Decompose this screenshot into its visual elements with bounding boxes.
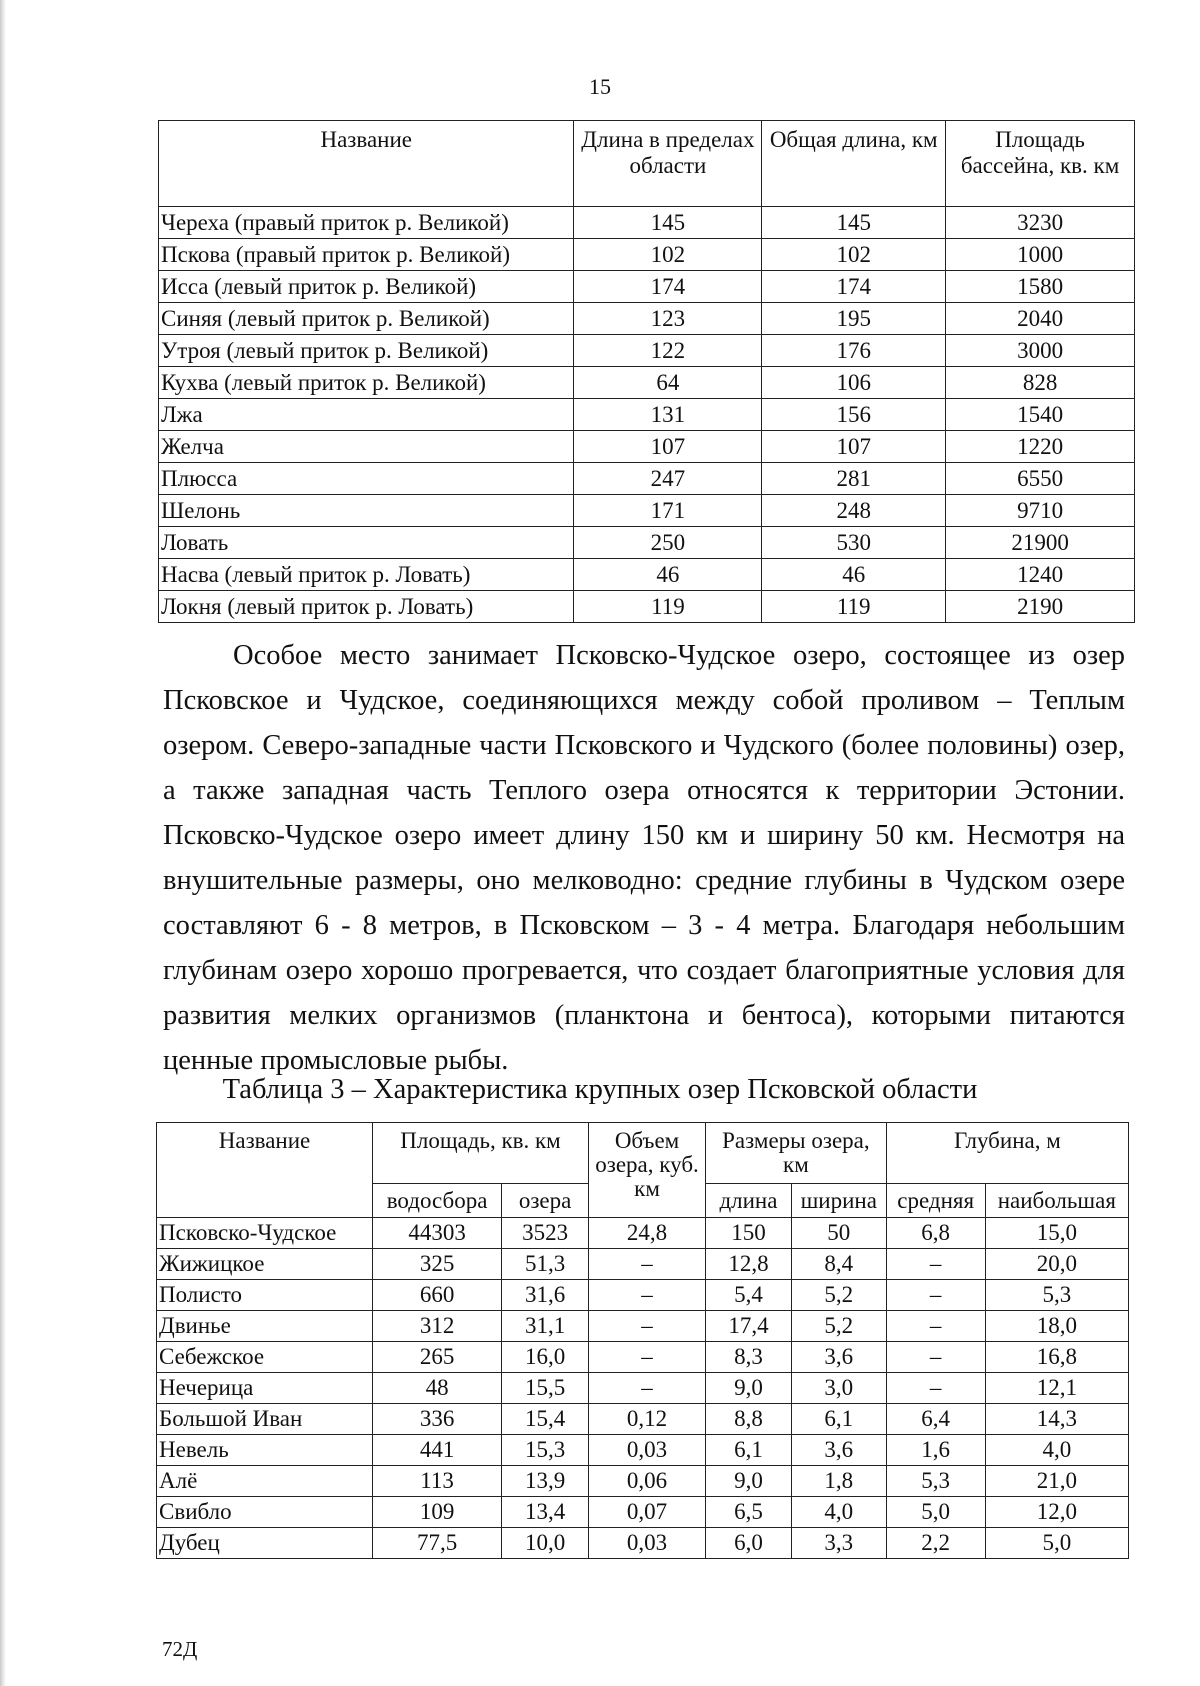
table-cell: 24,8 <box>588 1218 705 1249</box>
table-cell: 0,03 <box>588 1528 705 1559</box>
table-cell-name: Насва (левый приток р. Ловать) <box>159 559 574 591</box>
table-cell: 10,0 <box>502 1528 589 1559</box>
table-cell: 2190 <box>946 591 1135 623</box>
table-cell: 109 <box>373 1497 502 1528</box>
table-cell: 195 <box>762 303 946 335</box>
table-cell: 13,9 <box>502 1466 589 1497</box>
table-cell: 6,1 <box>706 1435 792 1466</box>
table-cell: – <box>588 1373 705 1404</box>
lakes-header-catchment: водосбора <box>373 1184 502 1218</box>
paragraph-text: Особое место занимает Псковско-Чудское озеро, состоящее из озер Псковское и Чудское, соединяющихся между собой проливом – Теплым озером. Северо-западные части Псковского и Чудского (более половины) озер, а также западная часть Теплого озера относятся к территории Эстонии. Псковско-Чудское озеро имеет длину 150 км и ширину 50 км. Несмотря на внушительные размеры, оно мелководно: средние глубины в Чудском озере составляют 6 - 8 метров, в Псковском – 3 - 4 метра. Благодаря небольшим глубинам озеро хорошо прогревается, что создает благоприятные условия для развития мелких организмов (планктона и бентоса), которыми питаются ценные промысловые рыбы. <box>163 640 1125 1076</box>
table-cell: 15,5 <box>502 1373 589 1404</box>
table-cell: 2,2 <box>886 1528 985 1559</box>
lakes-table <box>156 1122 1129 1559</box>
table-cell-name: Синяя (левый приток р. Великой) <box>159 303 574 335</box>
river-row <box>159 335 1135 367</box>
table-cell-name: Свибло <box>157 1497 373 1528</box>
table-cell: 0,03 <box>588 1435 705 1466</box>
table-cell: 13,4 <box>502 1497 589 1528</box>
rivers-header-total-length: Общая длина, км <box>762 121 946 207</box>
river-row <box>159 463 1135 495</box>
table-cell: 48 <box>373 1373 502 1404</box>
table-cell: 12,8 <box>706 1249 792 1280</box>
scan-edge <box>0 0 6 1686</box>
rivers-header-name: Название <box>159 121 574 207</box>
table-cell: 122 <box>574 335 762 367</box>
table-cell: 3,6 <box>791 1435 886 1466</box>
rivers-header-length-region: Длина в пределах области <box>574 121 762 207</box>
table-cell-name: Себежское <box>157 1342 373 1373</box>
table-cell: 8,8 <box>706 1404 792 1435</box>
lake-row <box>157 1280 1129 1311</box>
table-cell: 12,0 <box>985 1497 1128 1528</box>
table-cell: 9710 <box>946 495 1135 527</box>
table-cell: 31,1 <box>502 1311 589 1342</box>
table-cell: 5,3 <box>886 1466 985 1497</box>
table-cell: – <box>886 1249 985 1280</box>
table-cell: 20,0 <box>985 1249 1128 1280</box>
table-cell: 31,6 <box>502 1280 589 1311</box>
table-cell: 156 <box>762 399 946 431</box>
table-cell: 1000 <box>946 239 1135 271</box>
table-cell: – <box>886 1311 985 1342</box>
rivers-header-basin-area: Площадь бассейна, кв. км <box>946 121 1135 207</box>
table-cell: – <box>588 1280 705 1311</box>
table-cell: 1580 <box>946 271 1135 303</box>
table-cell: 5,0 <box>985 1528 1128 1559</box>
lakes-header-name: Название <box>157 1123 373 1218</box>
table-cell: 4,0 <box>791 1497 886 1528</box>
lake-row <box>157 1373 1129 1404</box>
table-cell: 1540 <box>946 399 1135 431</box>
table-cell: 44303 <box>373 1218 502 1249</box>
table-cell: 106 <box>762 367 946 399</box>
lakes-header-lake-area: озера <box>502 1184 589 1218</box>
table-cell-name: Желча <box>159 431 574 463</box>
table-cell-name: Невель <box>157 1435 373 1466</box>
table-cell: 3,0 <box>791 1373 886 1404</box>
table-cell-name: Алё <box>157 1466 373 1497</box>
table-cell: 325 <box>373 1249 502 1280</box>
lakes-header-mean-depth: средняя <box>886 1184 985 1218</box>
table-cell: 8,3 <box>706 1342 792 1373</box>
table-cell: 21900 <box>946 527 1135 559</box>
table-cell: 174 <box>762 271 946 303</box>
table-cell: 131 <box>574 399 762 431</box>
table-cell: 6,0 <box>706 1528 792 1559</box>
table-cell-name: Пскова (правый приток р. Великой) <box>159 239 574 271</box>
table-cell-name: Двинье <box>157 1311 373 1342</box>
table-cell: 107 <box>762 431 946 463</box>
table-cell: 336 <box>373 1404 502 1435</box>
table-cell: 102 <box>762 239 946 271</box>
table-cell-name: Плюсса <box>159 463 574 495</box>
lake-row <box>157 1404 1129 1435</box>
river-row <box>159 367 1135 399</box>
table-cell: 12,1 <box>985 1373 1128 1404</box>
table-cell: 265 <box>373 1342 502 1373</box>
river-row <box>159 239 1135 271</box>
table-cell: 312 <box>373 1311 502 1342</box>
table-cell: 6,8 <box>886 1218 985 1249</box>
table-cell: 6,1 <box>791 1404 886 1435</box>
table-cell-name: Большой Иван <box>157 1404 373 1435</box>
table-cell: 1,6 <box>886 1435 985 1466</box>
table-cell-name: Кухва (левый приток р. Великой) <box>159 367 574 399</box>
river-row <box>159 559 1135 591</box>
table-cell-name: Локня (левый приток р. Ловать) <box>159 591 574 623</box>
table-cell-name: Шелонь <box>159 495 574 527</box>
table-cell: 3230 <box>946 207 1135 239</box>
table-cell: 123 <box>574 303 762 335</box>
table-cell: 46 <box>574 559 762 591</box>
table-cell: 150 <box>706 1218 792 1249</box>
table-cell: – <box>588 1311 705 1342</box>
page-number: 15 <box>589 74 611 99</box>
table-cell: 15,4 <box>502 1404 589 1435</box>
table-cell: 119 <box>762 591 946 623</box>
table-cell: 15,3 <box>502 1435 589 1466</box>
table-cell: 248 <box>762 495 946 527</box>
river-row <box>159 399 1135 431</box>
table-cell: 1220 <box>946 431 1135 463</box>
table-cell: 174 <box>574 271 762 303</box>
lake-description-paragraph <box>163 633 1125 1083</box>
table-cell: 6,4 <box>886 1404 985 1435</box>
table-cell: 16,0 <box>502 1342 589 1373</box>
table-cell-name: Лжа <box>159 399 574 431</box>
table-cell: 17,4 <box>706 1311 792 1342</box>
table-cell: – <box>588 1342 705 1373</box>
table-cell: 5,2 <box>791 1280 886 1311</box>
table-cell-name: Псковско-Чудское <box>157 1218 373 1249</box>
table-cell-name: Дубец <box>157 1528 373 1559</box>
table-cell: 0,07 <box>588 1497 705 1528</box>
table-cell: 5,2 <box>791 1311 886 1342</box>
table-cell: 113 <box>373 1466 502 1497</box>
table-cell: 3,3 <box>791 1528 886 1559</box>
table-cell-name: Череха (правый приток р. Великой) <box>159 207 574 239</box>
table-cell: 107 <box>574 431 762 463</box>
table-cell: 6550 <box>946 463 1135 495</box>
table-cell: 77,5 <box>373 1528 502 1559</box>
table-cell: 441 <box>373 1435 502 1466</box>
table-cell: 5,0 <box>886 1497 985 1528</box>
table-cell: 4,0 <box>985 1435 1128 1466</box>
table-cell: 0,06 <box>588 1466 705 1497</box>
lakes-header-row-1 <box>157 1123 1129 1184</box>
lake-row <box>157 1528 1129 1559</box>
table-cell-name: Ловать <box>159 527 574 559</box>
table-cell: 9,0 <box>706 1373 792 1404</box>
table-cell: 14,3 <box>985 1404 1128 1435</box>
lake-row <box>157 1218 1129 1249</box>
lake-row <box>157 1497 1129 1528</box>
table-cell: 660 <box>373 1280 502 1311</box>
table-cell-name: Жижицкое <box>157 1249 373 1280</box>
lakes-header-size: Размеры озера, км <box>706 1123 887 1184</box>
river-row <box>159 591 1135 623</box>
table-cell-name: Исса (левый приток р. Великой) <box>159 271 574 303</box>
table-cell: 530 <box>762 527 946 559</box>
table-cell: 5,3 <box>985 1280 1128 1311</box>
table-cell: 1,8 <box>791 1466 886 1497</box>
table-cell: 171 <box>574 495 762 527</box>
table-cell: – <box>886 1373 985 1404</box>
lake-row <box>157 1435 1129 1466</box>
table-cell-name: Утроя (левый приток р. Великой) <box>159 335 574 367</box>
river-row <box>159 271 1135 303</box>
rivers-header-row <box>159 121 1135 207</box>
table-cell: – <box>588 1249 705 1280</box>
table-cell: 3,6 <box>791 1342 886 1373</box>
table-cell: 176 <box>762 335 946 367</box>
table-cell: 46 <box>762 559 946 591</box>
table-cell: 145 <box>574 207 762 239</box>
table-cell-name: Нечерица <box>157 1373 373 1404</box>
table-cell: 145 <box>762 207 946 239</box>
table-cell: 6,5 <box>706 1497 792 1528</box>
lakes-header-volume: Объем озера, куб. км <box>588 1123 705 1218</box>
table-cell: 3000 <box>946 335 1135 367</box>
table-cell: 21,0 <box>985 1466 1128 1497</box>
table-cell: 50 <box>791 1218 886 1249</box>
table-cell: 0,12 <box>588 1404 705 1435</box>
table-cell: – <box>886 1342 985 1373</box>
table-cell: 9,0 <box>706 1466 792 1497</box>
table-cell: 5,4 <box>706 1280 792 1311</box>
river-row <box>159 527 1135 559</box>
lakes-table-caption: Таблица 3 – Характеристика крупных озер Псковской области <box>222 1074 978 1105</box>
table-cell: 51,3 <box>502 1249 589 1280</box>
table-cell: 3523 <box>502 1218 589 1249</box>
table-cell: 16,8 <box>985 1342 1128 1373</box>
table-cell: 1240 <box>946 559 1135 591</box>
lake-row <box>157 1311 1129 1342</box>
footer-code: 72Д <box>162 1637 198 1661</box>
table-cell: 15,0 <box>985 1218 1128 1249</box>
table-cell: 2040 <box>946 303 1135 335</box>
table-cell: 828 <box>946 367 1135 399</box>
lake-row <box>157 1249 1129 1280</box>
river-row <box>159 303 1135 335</box>
rivers-table <box>158 120 1135 623</box>
river-row <box>159 495 1135 527</box>
lakes-header-area: Площадь, кв. км <box>373 1123 589 1184</box>
table-cell: 119 <box>574 591 762 623</box>
lake-row <box>157 1466 1129 1497</box>
table-cell-name: Полисто <box>157 1280 373 1311</box>
table-cell: 281 <box>762 463 946 495</box>
table-cell: 250 <box>574 527 762 559</box>
lakes-header-width: ширина <box>791 1184 886 1218</box>
table-cell: 102 <box>574 239 762 271</box>
table-cell: 8,4 <box>791 1249 886 1280</box>
lake-row <box>157 1342 1129 1373</box>
lakes-header-max-depth: наибольшая <box>985 1184 1128 1218</box>
table-cell: 64 <box>574 367 762 399</box>
river-row <box>159 207 1135 239</box>
table-cell: – <box>886 1280 985 1311</box>
table-cell: 247 <box>574 463 762 495</box>
lakes-header-length: длина <box>706 1184 792 1218</box>
lakes-header-depth: Глубина, м <box>886 1123 1128 1184</box>
table-cell: 18,0 <box>985 1311 1128 1342</box>
river-row <box>159 431 1135 463</box>
